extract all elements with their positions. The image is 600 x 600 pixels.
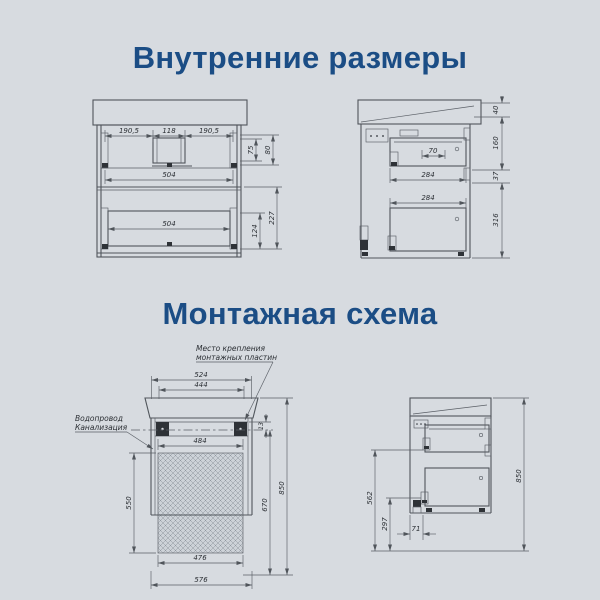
dim-wall-offset: 71 (411, 525, 421, 533)
dim-upper-outer-height: 80 (264, 145, 272, 155)
dim-pipe-height: 670 (261, 498, 269, 512)
cabinet-side-outline (410, 398, 491, 513)
dim-upper-bracket-height: 562 (366, 491, 374, 505)
dim-top-right: 190,5 (198, 127, 220, 135)
dim-pipe-offset: 13 (258, 421, 265, 431)
dim-cabinet-top-height: 850 (278, 481, 286, 495)
dim-lower-compartment-height: 227 (268, 211, 276, 225)
dim-divider-gap: 37 (492, 171, 500, 181)
dim-lower-width: 504 (162, 220, 176, 228)
side-internals (360, 128, 470, 256)
dim-upper-height: 160 (492, 136, 500, 150)
dim-top-center: 118 (162, 127, 176, 135)
dim-plates-center-span: 484 (193, 437, 207, 445)
drawing-mounting-front-view (73, 343, 305, 595)
dim-lower-depth: 284 (421, 194, 435, 202)
leader-line-plates (245, 362, 273, 420)
wall-mount-zone (158, 453, 243, 553)
drawing-internal-front-view (72, 96, 294, 274)
dim-lower-bracket-height: 297 (381, 517, 389, 531)
dimension-lines (366, 398, 529, 551)
section-title-mounting-scheme: Монтажная схема (162, 296, 438, 331)
dim-clearance-height: 550 (125, 496, 133, 510)
side-internals (413, 418, 491, 513)
section-title-internal-dimensions: Внутренние размеры (132, 40, 468, 75)
plumbing-annotation-line2: Канализация (75, 423, 128, 432)
plates-annotation-line1: Место крепления (196, 344, 266, 353)
drawing-mounting-side-view (363, 348, 541, 596)
dim-drawer-rail: 70 (428, 147, 438, 155)
dim-lower-height: 316 (492, 213, 500, 227)
leader-line-plumbing (127, 432, 153, 449)
dim-plates-inner-span: 444 (194, 381, 208, 389)
plates-annotation-line2: монтажных пластин (196, 353, 278, 362)
dim-clearance-width: 476 (193, 554, 207, 562)
dim-upper-width: 504 (162, 171, 176, 179)
dim-plates-outer-span: 524 (194, 371, 208, 379)
dim-total-height: 850 (515, 469, 523, 483)
dimension-lines (390, 96, 510, 258)
upper-compartment (101, 133, 237, 168)
lower-drawer (101, 208, 237, 249)
dimension-lines (105, 127, 282, 249)
dim-cabinet-width: 576 (194, 576, 208, 584)
plumbing-annotation-line1: Водопровод (75, 414, 123, 423)
dim-countertop-height: 40 (492, 105, 500, 115)
dim-upper-depth: 284 (421, 171, 435, 179)
dim-lower-drawer-height: 124 (251, 224, 259, 238)
dim-top-left: 190,5 (118, 127, 140, 135)
drawing-internal-side-view (338, 96, 538, 274)
dim-upper-inner-height: 75 (247, 145, 255, 155)
cabinet-side-outline (358, 100, 481, 258)
